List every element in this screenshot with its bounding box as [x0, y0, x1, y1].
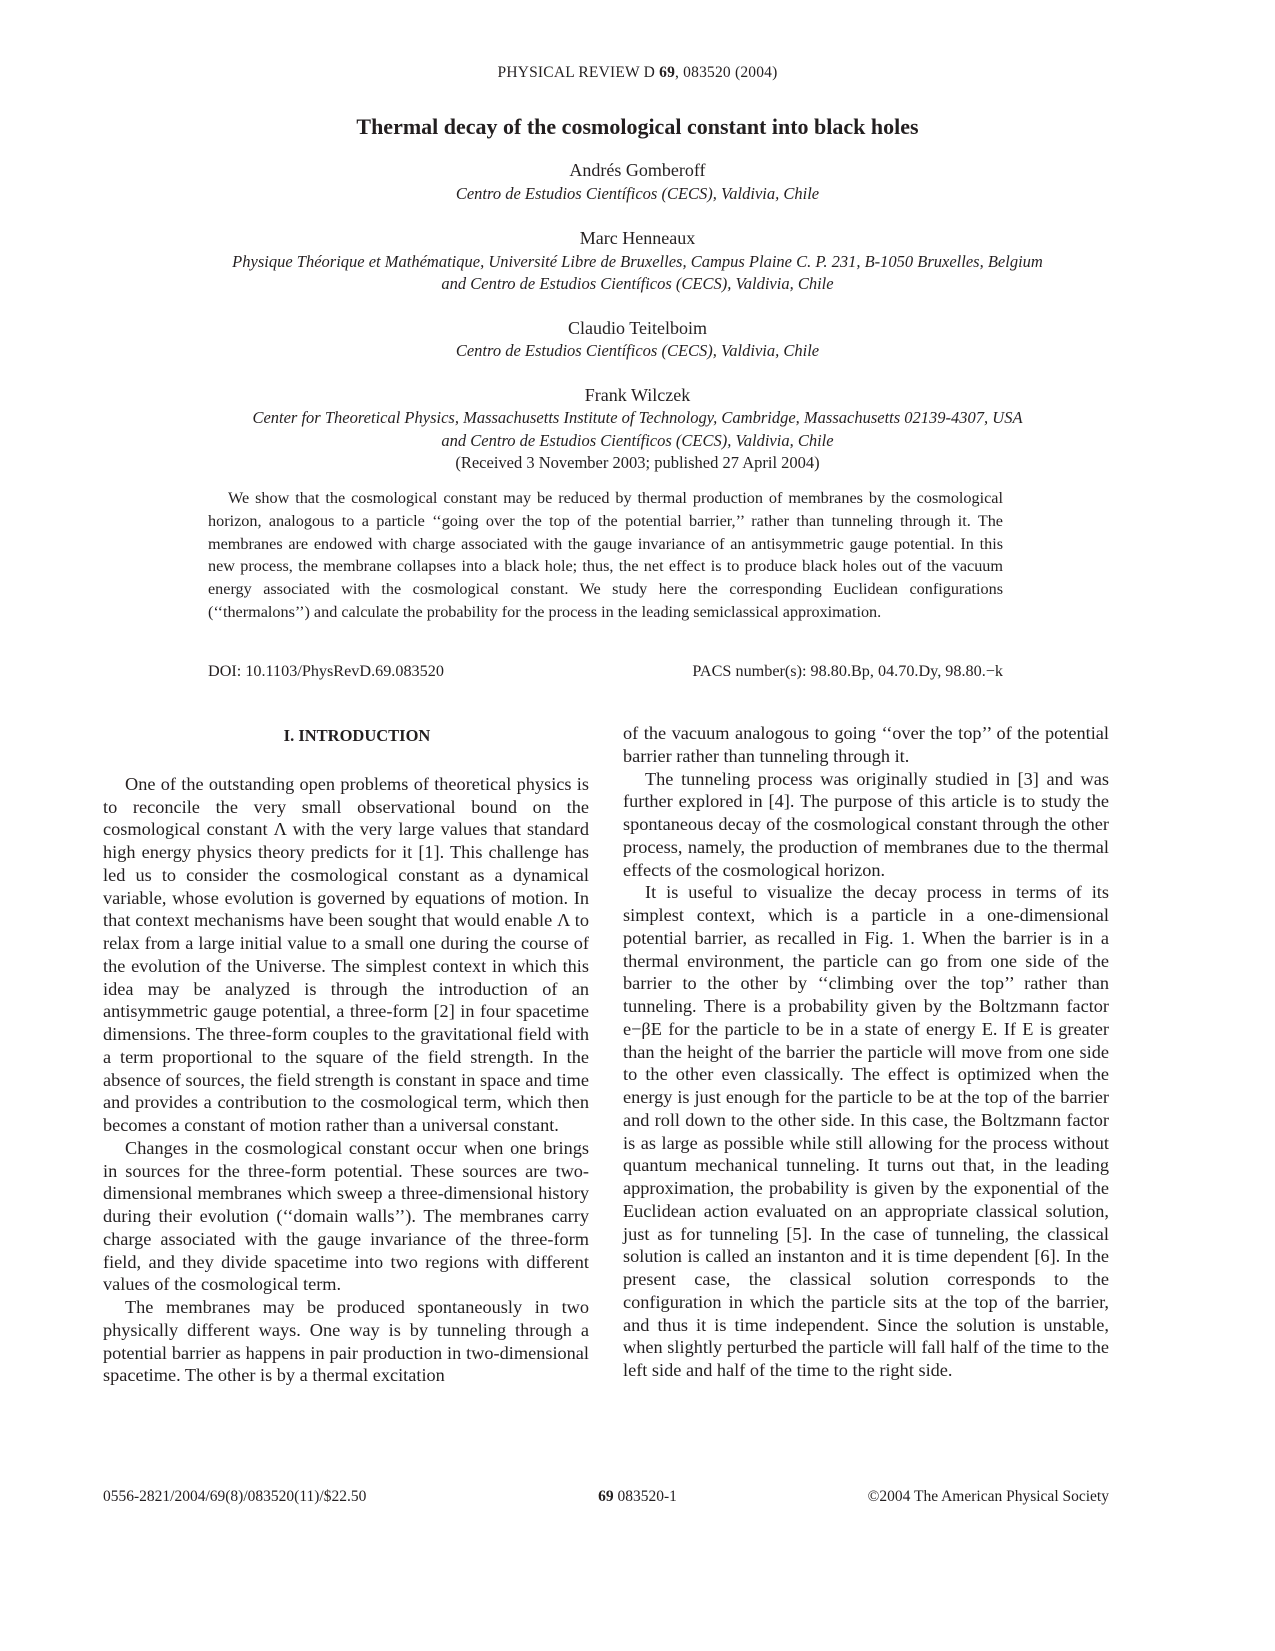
- paragraph: Changes in the cosmological constant occur when one brings in sources for the three-form potential. These sources are two-dimensional membranes which sweep a three-dimensional history during their evolution (‘‘domain walls’’). The membranes carry charge associated with the gauge invariance of the three-form field, and they divide spacetime into two regions with different values of the cosmological term.: [103, 1137, 589, 1295]
- paragraph: The membranes may be produced spontaneously in two physically different ways. One way is by tunneling through a potential barrier as happens in pair production in two-dimensional spacetime. The other is by a thermal excitation: [103, 1297, 589, 1386]
- pacs-numbers: PACS number(s): 98.80.Bp, 04.70.Dy, 98.80.−k: [692, 662, 1003, 680]
- paragraph: The tunneling process was originally studied in [3] and was further explored in [4]. The purpose of this article is to study the spontaneous decay of the cosmological constant through the other process, namely, the production of membranes due to the thermal effects of the cosmological horizon.: [623, 768, 1109, 880]
- article-number: , 083520 (2004): [675, 64, 778, 81]
- author-affiliation: Center for Theoretical Physics, Massachusetts Institute of Technology, Cambridge, Massachusetts 02139-4307, USA: [252, 408, 1023, 427]
- author-name: Claudio Teitelboim: [568, 318, 707, 338]
- journal-name: PHYSICAL REVIEW D: [497, 64, 656, 81]
- section-heading: I. INTRODUCTION: [283, 726, 431, 745]
- author-affiliation: Centro de Estudios Científicos (CECS), Valdivia, Chile: [455, 341, 820, 360]
- author-affiliation: and Centro de Estudios Científicos (CECS), Valdivia, Chile: [441, 274, 834, 293]
- author-affiliation: and Centro de Estudios Científicos (CECS), Valdivia, Chile: [441, 431, 834, 450]
- footer-page: 083520-1: [613, 1488, 677, 1505]
- received-dates: (Received 3 November 2003; published 27 April 2004): [455, 453, 820, 472]
- paragraph: of the vacuum analogous to going ‘‘over the top’’ of the potential barrier rather than tunneling through it.: [623, 723, 1109, 766]
- author-name: Marc Henneaux: [579, 228, 696, 248]
- running-header: [0, 64, 1275, 82]
- right-column: [623, 722, 1109, 1382]
- footer-code: 0556-2821/2004/69(8)/083520(11)/$22.50: [103, 1488, 367, 1505]
- author-affiliation: Centro de Estudios Científicos (CECS), Valdivia, Chile: [455, 184, 820, 203]
- paper-title: Thermal decay of the cosmological constant into black holes: [356, 114, 919, 139]
- left-column: [103, 722, 589, 1387]
- author-name: Frank Wilczek: [584, 385, 691, 405]
- abstract: We show that the cosmological constant may be reduced by thermal production of membranes by the cosmological horizon, analogous to a particle ‘‘going over the top of the potential barrier,’’ rather than tunneling through it. The membranes are endowed with charge associated with the gauge invariance of an antisymmetric gauge potential. In this new process, the membrane collapses into a black hole; thus, the net effect is to produce black holes out of the vacuum energy associated with the cosmological constant. We study here the corresponding Euclidean configurations (‘‘thermalons’’) and calculate the probability for the process in the leading semiclassical approximation.: [208, 489, 1003, 621]
- author-affiliation: Physique Théorique et Mathématique, Université Libre de Bruxelles, Campus Plaine C. P. 231, B-1050 Bruxelles, Belgium: [232, 252, 1043, 271]
- paragraph: One of the outstanding open problems of theoretical physics is to reconcile the very small observational bound on the cosmological constant Λ with the very large values that standard high energy physics theory predicts for it [1]. This challenge has led us to consider the cosmological constant as a dynamical variable, whose evolution is governed by equations of motion. In that context mechanisms have been sought that would enable Λ to relax from a large initial value to a small one during the course of the evolution of the Universe. The simplest context in which this idea may be analyzed is through the introduction of an antisymmetric gauge potential, a three-form [2] in four spacetime dimensions. The three-form couples to the gravitational field with a term proportional to the square of the field strength. In the absence of sources, the field strength is constant in space and time and provides a contribution to the cosmological term, which then becomes a constant of motion rather than a universal constant.: [103, 773, 589, 1135]
- doi: DOI: 10.1103/PhysRevD.69.083520: [208, 662, 444, 680]
- footer-volume: 69: [598, 1488, 614, 1505]
- paragraph: It is useful to visualize the decay process in terms of its simplest context, which is a particle in a one-dimensional potential barrier, as recalled in Fig. 1. When the barrier is in a thermal environment, the particle can go from one side of the barrier to the other by ‘‘climbing over the top’’ rather than tunneling. There is a probability given by the Boltzmann factor e−βE for the particle to be in a state of energy E. If E is greater than the height of the barrier the particle will move from one side to the other even classically. The effect is optimized when the energy is just enough for the particle to be at the top of the barrier and roll down to the other side. In this case, the Boltzmann factor is as large as possible while still allowing for the process without quantum mechanical tunneling. It turns out that, in the leading approximation, the probability is given by the exponential of the Euclidean action evaluated on an appropriate classical solution, just as for tunneling [5]. In the case of tunneling, the classical solution is called an instanton and it is time dependent [6]. In the present case, the classical solution corresponds to the configuration in which the particle sits at the top of the barrier, and thus it is time independent. Since the solution is unstable, when slightly perturbed the particle will fall half of the time to the left side and half of the time to the right side.: [623, 882, 1109, 1380]
- author-name: Andrés Gomberoff: [569, 160, 706, 180]
- journal-volume: 69: [659, 64, 676, 81]
- copyright: ©2004 The American Physical Society: [867, 1488, 1109, 1505]
